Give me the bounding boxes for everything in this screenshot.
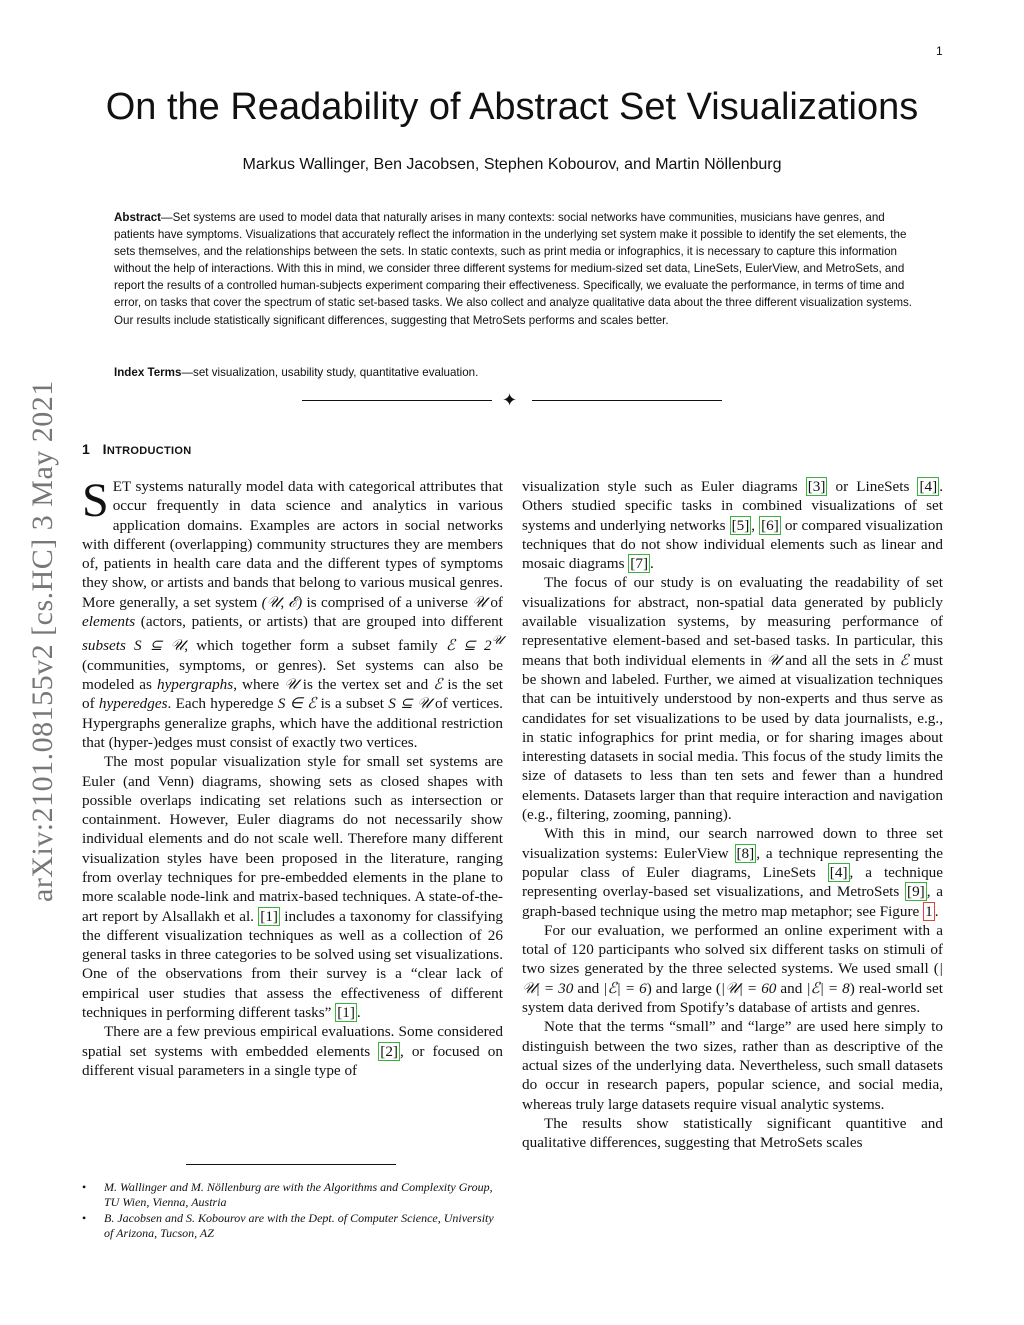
left-column [82,474,504,1080]
math-superscript: 𝒰 [491,633,503,648]
text-run: . [356,1004,361,1022]
text-run: With this in mind, our search narrowed down to three set visualization systems: EulerView [522,825,943,862]
math: 𝒰 [284,676,298,694]
text-run: There are a few previous empirical evaluations. Some considered spatial set systems with embedded elements [82,1023,503,1060]
drop-cap: S [82,474,109,527]
paper-title: On the Readability of Abstract Set Visualizations [105,86,919,128]
text-run: is the set of [82,676,503,713]
paragraph [522,477,943,573]
text-run: The focus of our study is on evaluating the readability of set visualizations for abstract, non-spatial data generated by publicly available visualization systems, by measuring performance of representative element-based and set-based tasks. In particular, this means that both individual elements in [522,574,943,669]
math: |ℰ| = 8 [806,979,850,997]
citation-link[interactable]: [9] [907,883,925,901]
text-run: must be shown and labeled. Further, we aimed at visualization techniques that can be intuitively understood by non-experts and thus serve as candidates for set visualizations to be used by data journalists, e.g., in static infographics for print media, or for sharing images about interesting datasets in social media. This focus of the study limits the size of datasets to less than ten sets and fewer than a hundred elements. Datasets larger than that require interaction and navigation (e.g., filtering, zooming, panning). [522,651,943,824]
text-run: . Each hyperedge [167,695,278,713]
emphasis: subsets [82,637,126,655]
emphasis: hyperedges [98,695,168,713]
paragraph [82,474,503,752]
paragraph [82,752,503,1022]
footnote: • B. Jacobsen and S. Kobourov are with the Dept. of Computer Science, University of Arizona, Tucson, AZ [82,1211,503,1241]
text-run: visualization style such as Euler diagrams [522,478,806,495]
paragraph [522,573,943,824]
citation-link[interactable]: [7] [630,555,649,573]
section-number: 1 [82,441,91,457]
text-run: The most popular visualization style for small set systems are Euler (and Venn) diagrams, showing sets as closed shapes with possible overlaps indicating set relations such as intersection or containment. However, Euler diagrams do not necessarily show individual elements and do not scale well. Therefore many different visualization styles have been proposed in the literature, ranging from overlay techniques for pre-embedded elements in the plane to more scalable node-link and matrix-based techniques. A state-of-the-art report by Alsallakh et al. [82,753,503,925]
index-terms-label: Index Terms [114,366,182,379]
text-run: , [751,516,760,534]
citation-link[interactable]: [6] [761,516,779,534]
section-heading-introduction [82,441,191,457]
citation-link[interactable]: [5] [731,516,750,534]
math: S ⊆ 𝒰 [388,695,431,713]
divider-rule-left [302,400,492,401]
citation-link[interactable]: [1] [260,907,278,925]
right-column [522,477,943,1152]
abstract-label: Abstract [114,211,162,224]
text-run: . Others studied specific tasks in combined visualizations of set systems and underlying networks [522,478,943,534]
citation-link[interactable]: [4] [829,863,848,881]
citation-link[interactable]: [8] [736,844,755,862]
paragraph [522,921,943,1017]
emphasis: hypergraphs [156,676,234,694]
text-run: and [573,979,604,997]
math: S ⊆ 𝒰 [134,637,185,655]
text-run: . [934,902,939,920]
section-divider [302,392,722,410]
text-run: , a graph-based technique using the metro map metaphor; see Figure [522,883,943,920]
math: |𝒰| = 30 [522,960,943,997]
text-run: is a subset [316,695,389,713]
text-run: and [776,979,807,997]
paragraph [82,1022,503,1080]
text-run: systems naturally model data with categorical attributes that occur frequently in data science and analytics in various application domains. Examples are actors in social networks with different (overlapping) community structures they are members of, patients in health care data and the different types of symptoms they show, or artists and bands that belong to various musical genres. More generally, a set system [82,478,503,611]
text-run [126,637,134,654]
paragraph [522,1114,943,1153]
text-run: For our evaluation, we performed an online experiment with a total of 120 participants who solved six different tasks on stimuli of two sizes generated by the three selected systems. We used small ( [522,921,943,978]
citation-link[interactable]: [4] [919,478,938,495]
text-run: The results show statistically significant quantitive and qualitative differences, suggesting that MetroSets scales [522,1114,943,1152]
index-terms-text: —set visualization, usability study, quantitative evaluation. [181,366,479,379]
citation-link[interactable]: [3] [807,478,826,495]
figure-link[interactable]: 1 [925,902,933,920]
math: ℰ [899,651,909,669]
arxiv-stamp: arXiv:2101.08155v2 [cs.HC] 3 May 2021 [26,380,59,902]
text-run: is the vertex set and [297,676,434,694]
abstract-text: —Set systems are used to model data that naturally arises in many contexts: social networks have communities, musicians have genres, and patients have symptoms. Visualizations that accurately reflect the information in the underlying set system make it possible to identify the set elements, the sets themselves, and the relationships between the sets. In static contexts, such as print media or infographics, it is necessary to capture this information without the help of interactions. With this in mind, we consider three different systems for medium-sized set data, LineSets, EulerView, and MetroSets, and report the results of a controlled human-subjects experiment comparing their effectiveness. Specifically, we evaluate the performance, in terms of time and error, on tasks that cover the spectrum of static set-based tasks. We also collect and analyze qualitative data about the three different visualization systems. Our results include statistically significant differences, suggesting that MetroSets performs and scales better. [114,211,913,327]
divider-rule-right [532,400,722,401]
text-run: ) real-world set system data derived from Spotify’s database of artists and genres. [522,979,943,1017]
citation-link[interactable]: [2] [380,1042,398,1060]
citation-link[interactable]: [1] [337,1004,355,1022]
text-run: Note that the terms “small” and “large” are used here simply to distinguish between the two sizes, rather than as descriptive of the actual sizes of the underlying data. Nevertheless, such small datasets do occur in research papers, popular science, and social media, whereas truly large datasets require visual analytic systems. [522,1018,943,1113]
text-run: or compared visualization techniques that do not show individual elements such as linear and mosaic diagrams [522,516,943,573]
text-run: and all the sets in [780,651,900,669]
text-run: , where [233,676,285,694]
text-run: (communities, symptoms, or genres). Set systems can also be modeled as [82,656,503,694]
text-run: , which together form a subset family [184,637,446,655]
text-run: ) and large ( [646,979,721,997]
divider-diamond-icon: ✦ [502,390,518,410]
math: ℰ ⊆ 2 [445,637,492,655]
footnote: • M. Wallinger and M. Nöllenburg are with the Algorithms and Complexity Group, TU Wien, Vienna, Austria [82,1180,503,1210]
math: (𝒰, ℰ) [261,593,303,611]
math: |𝒰| = 60 [720,979,777,997]
footnote-rule [186,1164,396,1165]
text-run: , a technique representing the popular class of Euler diagrams, LineSets [522,844,943,881]
math: 𝒰 [766,651,781,669]
paragraph [522,824,943,920]
text-run: or LineSets [827,478,918,495]
section-title-initial: I [102,441,107,457]
text-run: (actors, patients, or artists) that are grouped into different [135,613,503,631]
math: |ℰ| = 6 [603,979,647,997]
text-run: , a technique representing overlay-based set visualizations, and MetroSets [522,863,943,901]
text-run: is comprised of a universe [302,593,473,611]
paragraph [522,1017,943,1113]
abstract [114,209,914,329]
footnotes [82,1180,503,1242]
small-caps-lead: ET [112,478,132,495]
text-run: of [486,593,503,611]
text-run: , or focused on different visual parameters in a single type of [82,1042,503,1079]
math: 𝒰 [472,593,487,611]
text-run: of vertices. Hypergraphs generalize graphs, which have the additional restriction that (hyper-)edges must consist of exactly two vertices. [82,695,503,751]
text-run: includes a taxonomy for classifying the different visualization techniques as well as a collection of 26 general tasks in three categories to be solved using set visualizations. One of the observations from their survey is a “clear lack of empirical user studies that assess the effectiveness of different techniques in performing different tasks” [82,907,504,1022]
index-terms [114,366,914,379]
math: ℰ [433,676,443,694]
section-title-rest: NTRODUCTION [106,445,192,457]
page-number: 1 [936,44,943,58]
math: S ∈ ℰ [277,695,317,713]
author-list: Markus Wallinger, Ben Jacobsen, Stephen Kobourov, and Martin Nöllenburg [242,156,782,173]
emphasis: elements [82,613,136,631]
text-run: . [650,555,654,573]
